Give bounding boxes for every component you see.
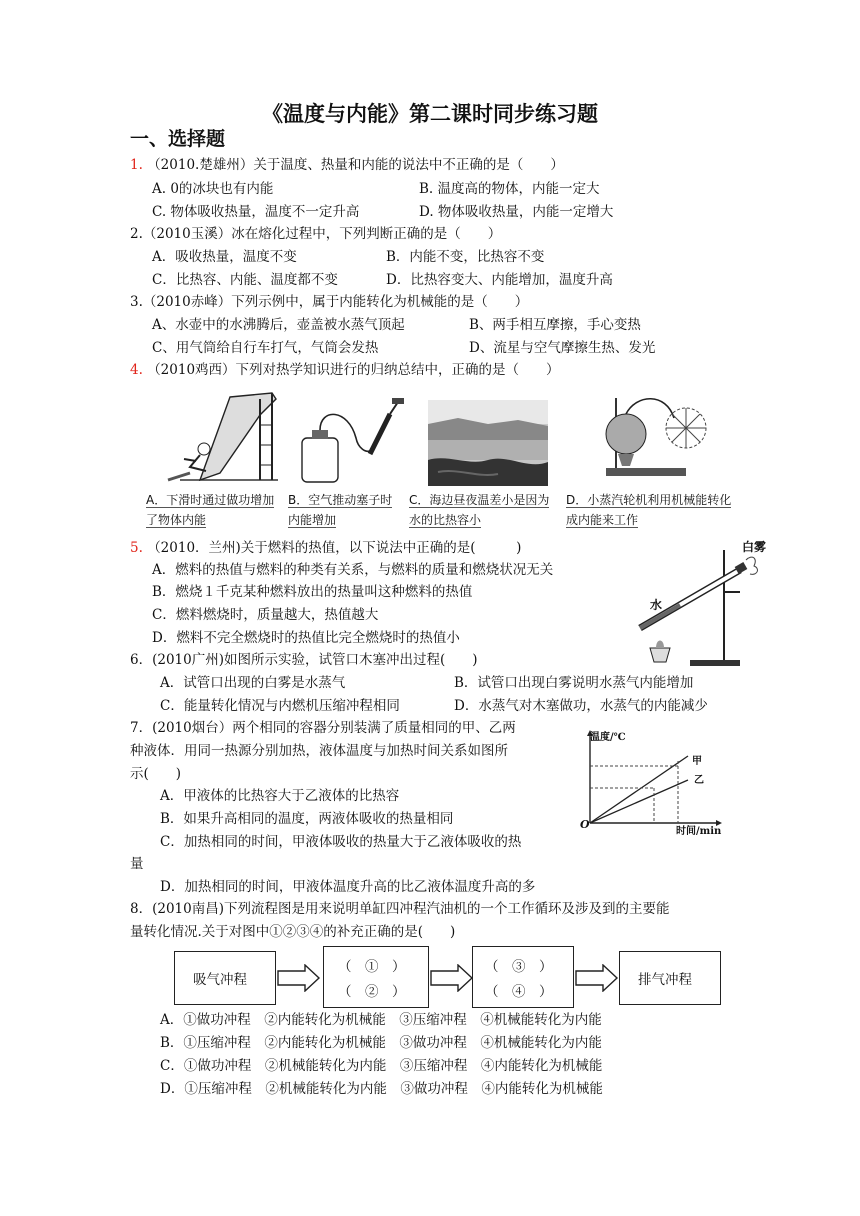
question-8-stem-line-2: 量转化情况.关于对图中①②③④的补充正确的是( ) <box>130 924 456 940</box>
flow-box-step-2: （ ① ） （ ② ） <box>323 946 429 1008</box>
caption-a: A．下滑时通过做功增加了物体内能 <box>146 493 275 527</box>
option-b: B．如果升高相同的温度，两液体吸收的热量相同 <box>160 811 454 827</box>
option-c-continued: 量 <box>130 856 144 872</box>
line-yi <box>590 780 688 823</box>
arrow-right-icon <box>277 964 321 992</box>
question-number: 4. <box>130 362 143 378</box>
arrow-right-icon <box>575 964 619 992</box>
question-5 <box>130 536 521 556</box>
question-7-stem-line-1: 7．(2010烟台）两个相同的容器分别装满了质量相同的甲、乙两 <box>130 720 516 736</box>
question-number: 1. <box>130 157 143 173</box>
option-d: D．①压缩冲程 ②机械能转化为内能 ③做功冲程 ④内能转化为机械能 <box>160 1081 603 1097</box>
question-7-stem-line-2: 种液体．用同一热源分别加热，液体温度与加热时间关系如图所 <box>130 743 508 759</box>
caption-d: D．小蒸汽轮机利用机械能转化成内能来工作 <box>566 493 732 527</box>
option-a: A．试管口出现的白雾是水蒸气 <box>160 675 346 691</box>
seaside-photo <box>428 400 548 486</box>
question-1 <box>130 153 564 173</box>
question-stem: （2010鸡西）下列对热学知识进行的归纳总结中，正确的是（ ） <box>147 362 560 378</box>
graph-origin: O <box>580 818 590 831</box>
page-title: 《温度与内能》第二课时同步练习题 <box>262 102 598 126</box>
slide-illustration <box>160 385 282 485</box>
fig-label-water: 水 <box>650 598 663 612</box>
bottle-pump-illustration <box>296 398 406 486</box>
option-a: A．吸收热量，温度不变 <box>152 249 297 265</box>
option-a: A．①做功冲程 ②内能转化为机械能 ③压缩冲程 ④机械能转化为内能 <box>160 1012 602 1028</box>
arrow-right-icon <box>430 964 474 992</box>
caption-c: C．海边昼夜温差小是因为水的比热容小 <box>409 493 550 527</box>
option-d: D．水蒸气对木塞做功，水蒸气的内能减少 <box>454 698 708 714</box>
caption-b: B．空气推动塞子时内能增加 <box>288 493 393 527</box>
question-6-stem: 6．(2010广州)如图所示实验，试管口木塞冲出过程( ) <box>130 652 478 668</box>
line-yi-label: 乙 <box>694 775 704 786</box>
option-d: D．燃料不完全燃烧时的热值比完全燃烧时的热值小 <box>152 630 460 646</box>
question-4 <box>130 358 560 378</box>
option-c: C．燃料燃烧时，质量越大，热值越大 <box>152 607 379 623</box>
option-d: D. 物体吸收热量，内能一定增大 <box>419 204 614 220</box>
option-c: C. 物体吸收热量，温度不一定升高 <box>152 204 360 220</box>
option-c: C、用气筒给自行车打气，气筒会发热 <box>152 340 379 356</box>
line-jia-label: 甲 <box>692 756 702 767</box>
option-b: B. 温度高的物体，内能一定大 <box>419 181 600 197</box>
graph-x-label: 时间/min <box>676 826 722 837</box>
option-d: D．比热容变大、内能增加，温度升高 <box>386 272 613 288</box>
test-tube-figure <box>620 536 770 674</box>
option-c: C．加热相同的时间，甲液体吸收的热量大于乙液体吸收的热 <box>160 834 522 850</box>
option-b: B．燃烧１千克某种燃料放出的热量叫这种燃料的热值 <box>152 584 473 600</box>
question-stem: （2010．兰州)关于燃料的热值，以下说法中正确的是( ) <box>147 540 522 556</box>
question-2-stem: 2.（2010玉溪）冰在熔化过程中，下列判断正确的是（ ） <box>130 226 502 242</box>
option-c: C．①做功冲程 ②机械能转化为内能 ③压缩冲程 ④内能转化为机械能 <box>160 1058 603 1074</box>
fig-label-fog: 白雾 <box>742 540 767 554</box>
flow-box-exhaust: 排气冲程 <box>619 951 721 1005</box>
option-d: D、流星与空气摩擦生热、发光 <box>469 340 656 356</box>
option-c: C．比热容、内能、温度都不变 <box>152 272 338 288</box>
flow-box-step-3: （ ③ ） （ ④ ） <box>472 946 574 1008</box>
flow-box-intake: 吸气冲程 <box>174 951 276 1005</box>
question-stem: （2010.楚雄州）关于温度、热量和内能的说法中不正确的是（ ） <box>147 157 564 173</box>
option-d: D．加热相同的时间，甲液体温度升高的比乙液体温度升高的多 <box>160 879 536 895</box>
option-a: A．甲液体的比热容大于乙液体的比热容 <box>160 788 400 804</box>
option-c: C．能量转化情况与内燃机压缩冲程相同 <box>160 698 400 714</box>
steam-turbine-illustration <box>596 388 712 484</box>
question-7-stem-line-3: 示( ) <box>130 766 182 782</box>
question-number: 5. <box>130 540 143 556</box>
question-8-stem-line-1: 8．(2010南昌)下列流程图是用来说明单缸四冲程汽油机的一个工作循环及涉及到的主要能 <box>130 901 670 917</box>
option-b: B．①压缩冲程 ②内能转化为机械能 ③做功冲程 ④机械能转化为内能 <box>160 1035 602 1051</box>
graph-y-label: 温度/℃ <box>590 732 626 743</box>
question-3-stem: 3.（2010赤峰）下列示例中，属于内能转化为机械能的是（ ） <box>130 294 529 310</box>
option-b: B．内能不变，比热容不变 <box>386 249 545 265</box>
option-b: B、两手相互摩擦，手心变热 <box>469 317 641 333</box>
option-a: A、水壶中的水沸腾后，壶盖被水蒸气顶起 <box>152 317 405 333</box>
line-jia <box>590 756 688 823</box>
option-b: B．试管口出现白雾说明水蒸气内能增加 <box>454 675 694 691</box>
option-a: A．燃料的热值与燃料的种类有关系，与燃料的质量和燃烧状况无关 <box>152 562 554 578</box>
section-heading: 一、选择题 <box>130 128 226 150</box>
option-a: A. 0的冰块也有内能 <box>152 181 274 197</box>
